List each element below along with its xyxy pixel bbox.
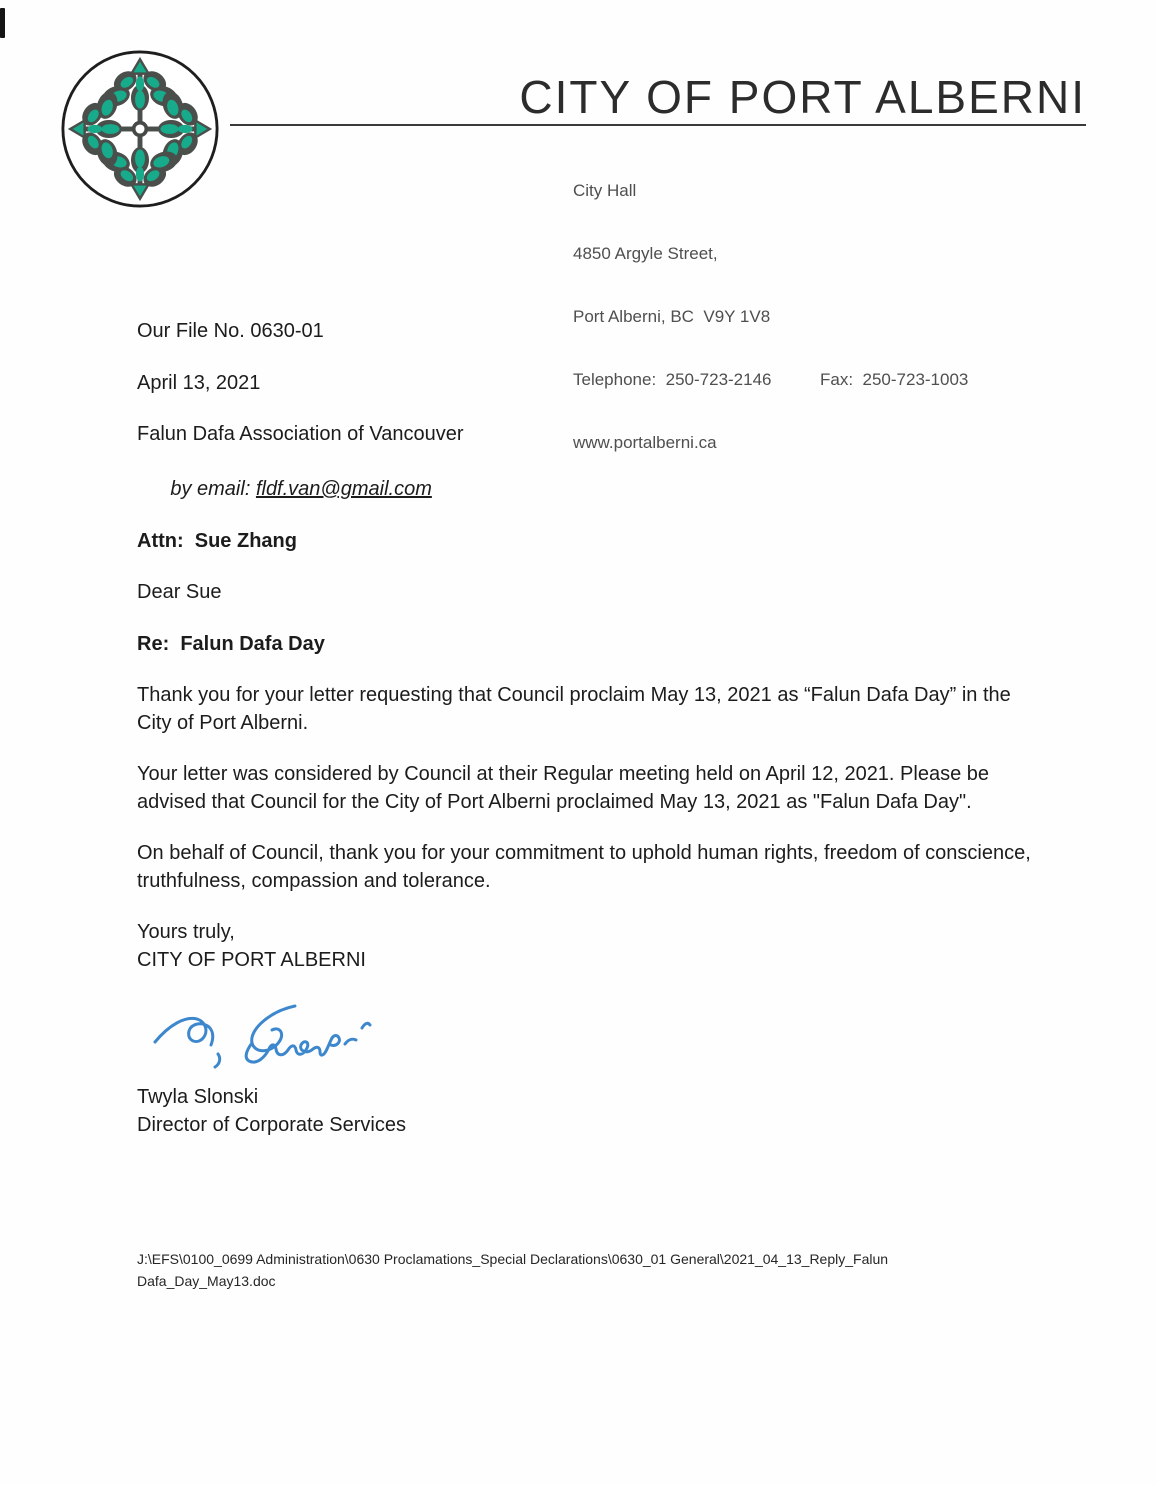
email-address: fldf.van@gmail.com bbox=[255, 478, 432, 500]
address-line-hall: City Hall bbox=[573, 181, 637, 200]
body-paragraph-1: Thank you for your letter requesting that Council proclaim May 13, 2021 as “Falun Dafa Day” in the City of Port Alberni. bbox=[137, 684, 1017, 734]
closing-phrase: Yours truly, bbox=[137, 921, 235, 943]
subject-line: Re: Falun Dafa Day bbox=[137, 632, 325, 655]
closing-org: CITY OF PORT ALBERNI bbox=[137, 948, 366, 971]
signer-block bbox=[137, 1084, 1034, 1139]
recipient-block bbox=[137, 421, 1034, 504]
letterhead-rule bbox=[230, 72, 1086, 126]
telephone-number: Telephone: 250-723-2146 bbox=[573, 370, 772, 389]
closing-block bbox=[137, 919, 1034, 974]
letter-date: April 13, 2021 bbox=[137, 371, 261, 394]
letter-body bbox=[137, 318, 1037, 1163]
body-paragraph-3: On behalf of Council, thank you for your commitment to uphold human rights, freedom of conscience, truthfulness, compassion and tolerance. bbox=[137, 842, 1037, 892]
attention-line: Attn: Sue Zhang bbox=[137, 529, 297, 552]
salutation: Dear Sue bbox=[137, 581, 222, 603]
body-paragraph-2: Your letter was considered by Council at their Regular meeting held on April 12, 2021. Please be advised that Council for the City of Port Alberni proclaimed May 13, 2021 as "Falun Dafa Day". bbox=[137, 763, 995, 813]
org-title: CITY OF PORT ALBERNI bbox=[519, 71, 1086, 123]
signer-name: Twyla Slonski bbox=[137, 1086, 259, 1108]
address-line-street: 4850 Argyle Street, bbox=[573, 244, 718, 263]
delivery-method: by email: fldf.van@gmail.com bbox=[170, 478, 432, 500]
scan-artifact bbox=[0, 8, 5, 38]
file-number: Our File No. 0630-01 bbox=[137, 320, 324, 342]
handwritten-signature bbox=[149, 998, 1034, 1078]
city-crest-logo bbox=[58, 47, 222, 211]
address-line-city: Port Alberni, BC V9Y 1V8 bbox=[573, 307, 771, 326]
recipient-name: Falun Dafa Association of Vancouver bbox=[137, 423, 464, 445]
website-url: www.portalberni.ca bbox=[573, 433, 717, 452]
document-file-path: J:\EFS\0100_0699 Administration\0630 Proclamations_Special Declarations\0630_01 General\2021_04_13_Reply_Falun Dafa_Day_May13.doc bbox=[137, 1251, 889, 1289]
fax-number: Fax: 250-723-1003 bbox=[820, 370, 969, 389]
signature-icon bbox=[149, 998, 384, 1078]
dogwood-crest-icon bbox=[58, 47, 222, 211]
signer-title: Director of Corporate Services bbox=[137, 1113, 406, 1136]
